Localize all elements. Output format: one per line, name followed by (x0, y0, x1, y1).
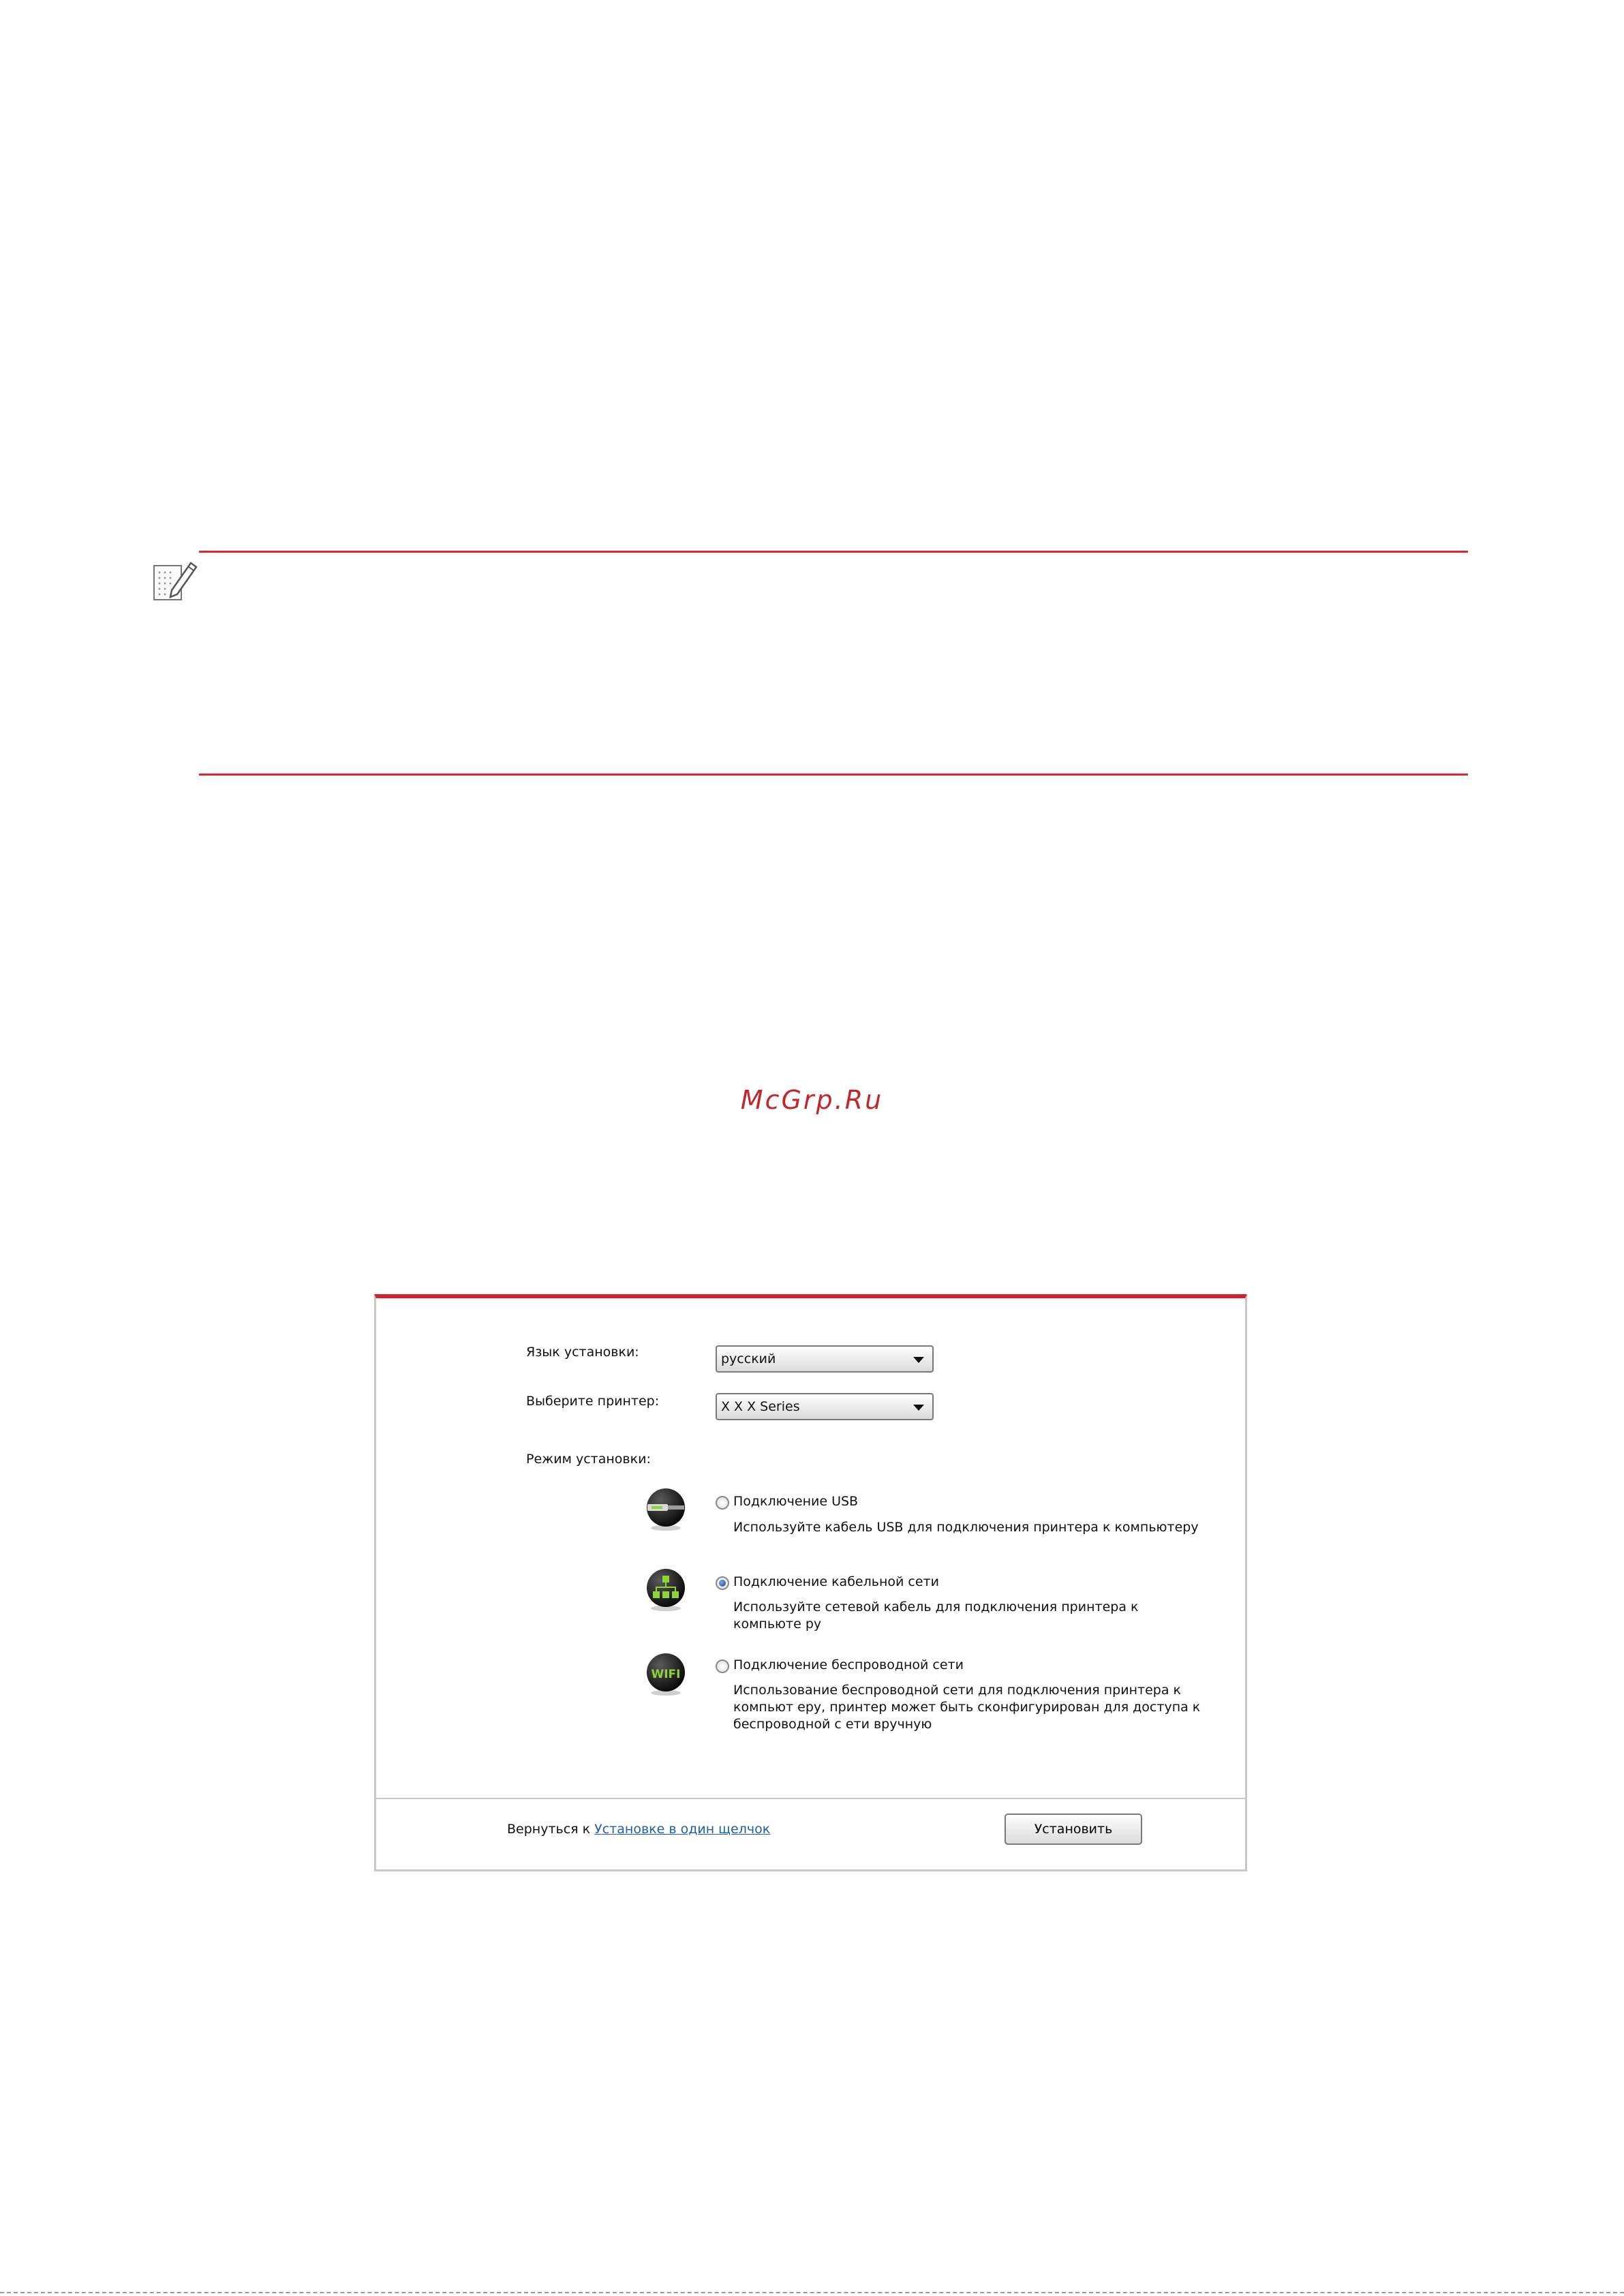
usb-mode-title: Подключение USB (733, 1494, 859, 1509)
back-prefix: Вернуться к (507, 1822, 591, 1837)
chevron-down-icon (913, 1357, 924, 1363)
network-mode-description: Используйте сетевой кабель для подключения принтера к компьюте ру (733, 1599, 1139, 1632)
printer-select[interactable] (716, 1393, 934, 1420)
wireless-mode-description: Использование беспроводной сети для подключения принтера к компьют еру, принтер может быть сконфигурирован для доступа к беспроводной с ети вручную (733, 1683, 1201, 1732)
note-bottom-rule (199, 774, 1468, 776)
network-cable-icon (643, 1567, 688, 1612)
one-click-install-link[interactable]: Установке в один щелчок (594, 1822, 771, 1837)
page-bottom-edge (0, 2292, 1624, 2293)
printer-label: Выберите принтер: (526, 1394, 660, 1409)
network-mode-radio[interactable] (716, 1576, 729, 1590)
network-mode-title: Подключение кабельной сети (733, 1574, 939, 1589)
note-icon (151, 559, 200, 604)
watermark: McGrp.Ru (740, 1085, 884, 1115)
wifi-icon-text: WIFI (651, 1668, 681, 1681)
mode-label: Режим установки: (526, 1452, 651, 1467)
installer-dialog (374, 1294, 1247, 1871)
language-select[interactable] (716, 1345, 934, 1373)
back-line (507, 1822, 770, 1837)
usb-mode-radio[interactable] (716, 1496, 729, 1510)
wireless-mode-title: Подключение беспроводной сети (733, 1657, 964, 1672)
usb-cable-icon (643, 1486, 688, 1531)
wireless-mode-radio[interactable] (716, 1659, 729, 1673)
usb-mode-description: Используйте кабель USB для подключения принтера к компьютеру (733, 1520, 1199, 1535)
note-top-rule (199, 551, 1468, 553)
language-label: Язык установки: (526, 1345, 639, 1360)
wifi-icon (643, 1651, 688, 1696)
language-select-value: русский (721, 1351, 776, 1366)
dialog-footer-divider (376, 1798, 1245, 1799)
chevron-down-icon (913, 1405, 924, 1411)
install-button[interactable]: Установить (1005, 1813, 1142, 1845)
printer-select-value: X X X Series (721, 1399, 800, 1414)
